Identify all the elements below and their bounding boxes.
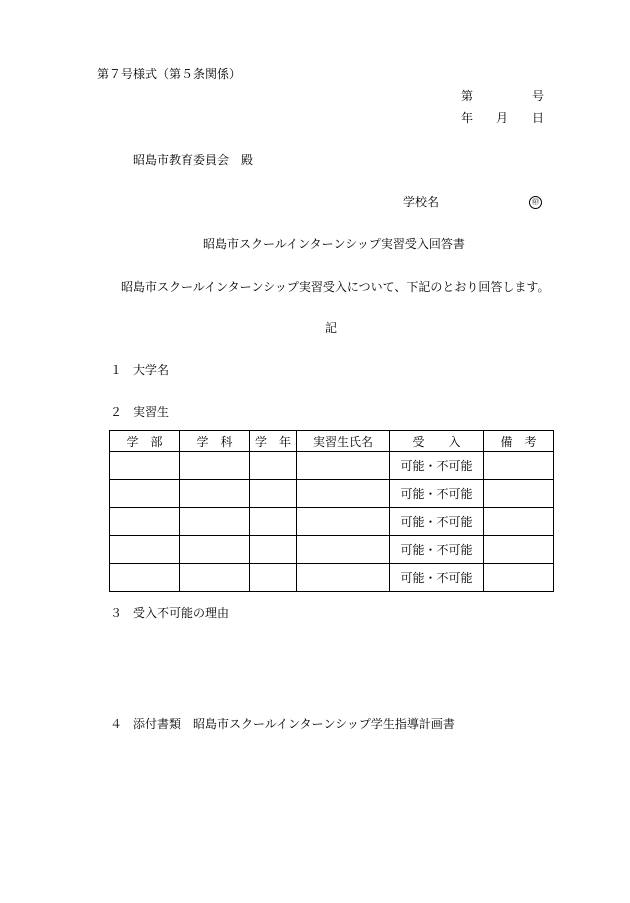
table-header-row [110,431,554,452]
section-3-label: 受入不可能の理由 [133,606,230,620]
section-1-label: 大学名 [133,363,170,377]
document-title: 昭島市スクールインターンシップ実習受入回答書 [203,237,465,251]
cell-student-name [297,452,390,480]
date-year: 年 [461,111,474,125]
cell-faculty [110,564,180,592]
cell-department [180,508,250,536]
cell-department [180,480,250,508]
cell-acceptance: 可能・不可能 [390,536,484,564]
section-3-number: ３ [110,606,123,620]
date-month: 月 [496,111,509,125]
school-name-label: 学校名 [403,195,440,209]
table-row [110,508,554,536]
student-table [109,430,554,592]
cell-remarks [484,452,554,480]
table-row [110,564,554,592]
form-number: 第７号様式（第５条関係） [97,67,242,81]
table-row [110,536,554,564]
cell-department [180,452,250,480]
cell-faculty [110,536,180,564]
header-faculty: 学 部 [110,431,180,452]
cell-student-name [297,480,390,508]
number-dai: 第 [461,89,474,103]
cell-acceptance: 可能・不可能 [390,480,484,508]
cell-remarks [484,508,554,536]
section-4-number: ４ [110,717,123,731]
table-row [110,452,554,480]
cell-faculty [110,480,180,508]
cell-department [180,564,250,592]
table-row [110,480,554,508]
cell-student-name [297,536,390,564]
cell-faculty [110,452,180,480]
cell-grade [250,564,297,592]
header-department: 学 科 [180,431,250,452]
header-acceptance: 受 入 [390,431,484,452]
section-4-label: 添付書類 昭島市スクールインターンシップ学生指導計画書 [133,717,455,731]
cell-remarks [484,480,554,508]
section-1-number: １ [110,363,123,377]
cell-grade [250,452,297,480]
header-student-name: 実習生氏名 [297,431,390,452]
cell-grade [250,536,297,564]
section-2-label: 実習生 [133,405,170,419]
cell-student-name [297,564,390,592]
number-go: 号 [532,89,545,103]
section-2-number: ２ [110,405,123,419]
ki-heading: 記 [325,321,338,335]
cell-acceptance: 可能・不可能 [390,508,484,536]
cell-student-name [297,508,390,536]
cell-acceptance: 可能・不可能 [390,564,484,592]
date-day: 日 [532,111,545,125]
header-remarks: 備 考 [484,431,554,452]
header-grade: 学 年 [250,431,297,452]
cell-faculty [110,508,180,536]
seal-mark: ㊞ [529,196,542,209]
cell-grade [250,508,297,536]
addressee: 昭島市教育委員会 殿 [133,153,254,167]
cell-remarks [484,564,554,592]
cell-grade [250,480,297,508]
intro-sentence: 昭島市スクールインターンシップ実習受入について、下記のとおり回答します。 [121,280,550,294]
cell-acceptance: 可能・不可能 [390,452,484,480]
cell-department [180,536,250,564]
cell-remarks [484,536,554,564]
